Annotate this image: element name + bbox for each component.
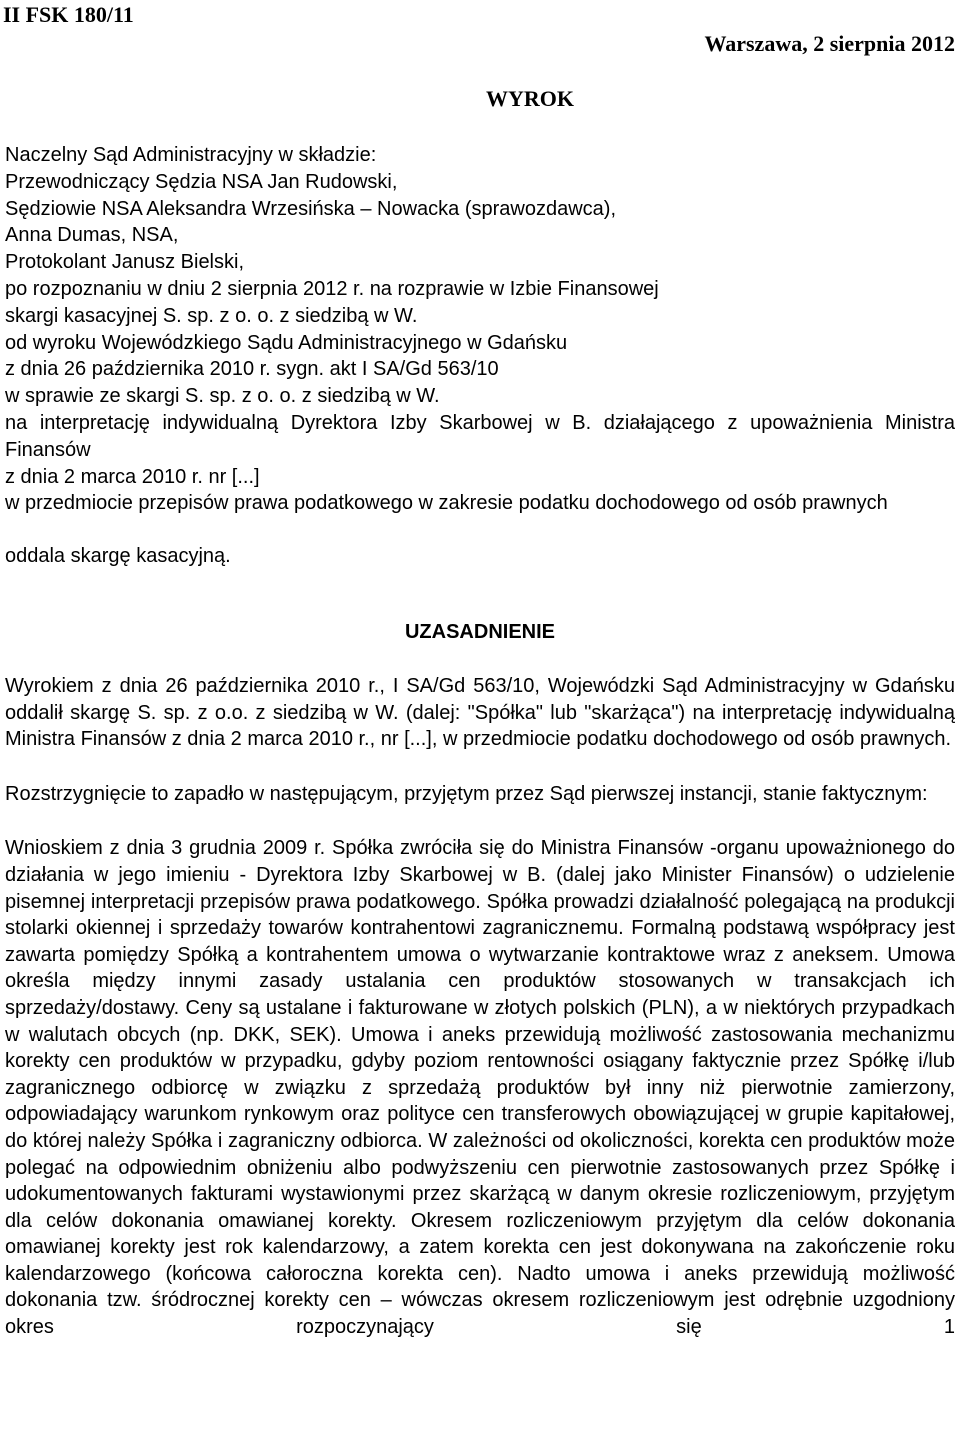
place-date: Warszawa, 2 sierpnia 2012 — [704, 31, 955, 56]
meta-line: Anna Dumas, NSA, — [5, 224, 179, 247]
paragraph: Wyrokiem z dnia 26 października 2010 r., I SA/Gd 563/10, Wojewódzki Sąd Administracyjny w Gdańsku oddalił skargę S. sp. z o.o. z siedzibą w W. (dalej: "Spółka" lub "skarżąca") na interpretację indywidualną Ministra Finansów z dnia 2 marca 2010 r., nr [...], w przedmiocie podatku dochodowego od osób prawnych. — [5, 675, 955, 751]
meta-line: od wyroku Wojewódzkiego Sądu Administracyjnego w Gdańsku — [5, 331, 568, 354]
meta-line: Naczelny Sąd Administracyjny w składzie: — [5, 144, 377, 166]
meta-line: z dnia 2 marca 2010 r. nr [...] — [5, 465, 260, 488]
meta-line: skargi kasacyjnej S. sp. z o. o. z siedzibą w W. — [5, 304, 418, 327]
meta-line: Protokolant Janusz Bielski, — [5, 251, 245, 274]
meta-line: w przedmiocie przepisów prawa podatkowego w zakresie podatku dochodowego od osób prawnych — [5, 492, 888, 515]
meta-line: z dnia 26 października 2010 r. sygn. akt I SA/Gd 563/10 — [5, 358, 499, 381]
meta-line: po rozpoznaniu w dniu 2 sierpnia 2012 r. na rozprawie w Izbie Finansowej — [5, 277, 659, 300]
verdict-title — [0, 84, 960, 114]
justification-body — [5, 673, 955, 1341]
verdict-title-text: WYROK — [486, 86, 574, 111]
ruling-line: oddala skargę kasacyjną. — [5, 545, 231, 568]
justification-heading: UZASADNIENIE — [404, 621, 555, 643]
paragraph: Rozstrzygnięcie to zapadło w następującym, przyjętym przez Sąd pierwszej instancji, stanie faktycznym: — [5, 782, 928, 805]
meta-line: w sprawie ze skargi S. sp. z o. o. z siedzibą w W. — [5, 385, 440, 408]
paragraph: Wnioskiem z dnia 3 grudnia 2009 r. Spółka zwróciła się do Ministra Finansów -organu upoważnionego do działania w jego imieniu - Dyrektora Izby Skarbowej w B. (dalej jako Minister Finansów) o udzielenie pisemnej interpretacji przepisów prawa podatkowego. Spółka prowadzi działalność polegającą na produkcji stolarki okiennej i sprzedaży towarów kontrahentowi zagranicznemu. Formalną podstawą współpracy jest zawarta pomiędzy Spółką a kontrahentem umowa o wytwarzanie kontraktowe wraz z aneksem. Umowa określa między innymi zasady ustalania cen produktów stosowanych w transakcjach ich sprzedaży/dostawy. Ceny są ustalane i fakturowane w złotych polskich (PLN), a w niektórych przypadkach w walutach obcych (np. DKK, SEK). Umowa i aneks przewidują możliwość zastosowania mechanizmu korekty cen produktów w przypadku, gdyby poziom rentowności osiągany faktycznie przez Spółkę i/lub zagranicznego odbiorcę w związku z sprzedażą produktów był inny niż pierwotnie zamierzony, odpowiadający warunkom rynkowym oraz polityce cen transferowych obowiązującej w grupie kapitałowej, do której należy Spółka i zagraniczny odbiorca. W zależności od okoliczności, korekta cen produktów może polegać na odpowiednim obniżeniu albo podwyższeniu cen pierwotnie zastosowanych przez Spółkę i udokumentowanych fakturami wystawionymi przez skarżącą w danym okresie rozliczeniowym, przyjętym dla celów dokonania omawianej korekty. Okresem rozliczeniowym przyjętym dla celów dokonania omawianej korekty jest rok kalendarzowy, a zatem korekta cen jest dokonywana na zakończenie roku kalendarzowego (końcowa całoroczna korekta cen). Nadto umowa i aneks przewidują możliwość dokonania tzw. śródrocznej korekty cen – wówczas okresem rozliczeniowym jest odrębnie uzgodniony okres rozpoczynający się 1 — [5, 837, 955, 1339]
meta-line: Przewodniczący Sędzia NSA Jan Rudowski, — [5, 170, 398, 193]
composition-block — [5, 142, 955, 570]
meta-line: Sędziowie NSA Aleksandra Wrzesińska – Nowacka (sprawozdawca), — [5, 197, 617, 220]
spacer — [5, 517, 955, 543]
case-number: II FSK 180/11 — [3, 2, 134, 27]
meta-line: na interpretację indywidualną Dyrektora Izby Skarbowej w B. działającego z upoważnienia Ministra Finansów — [5, 411, 955, 461]
